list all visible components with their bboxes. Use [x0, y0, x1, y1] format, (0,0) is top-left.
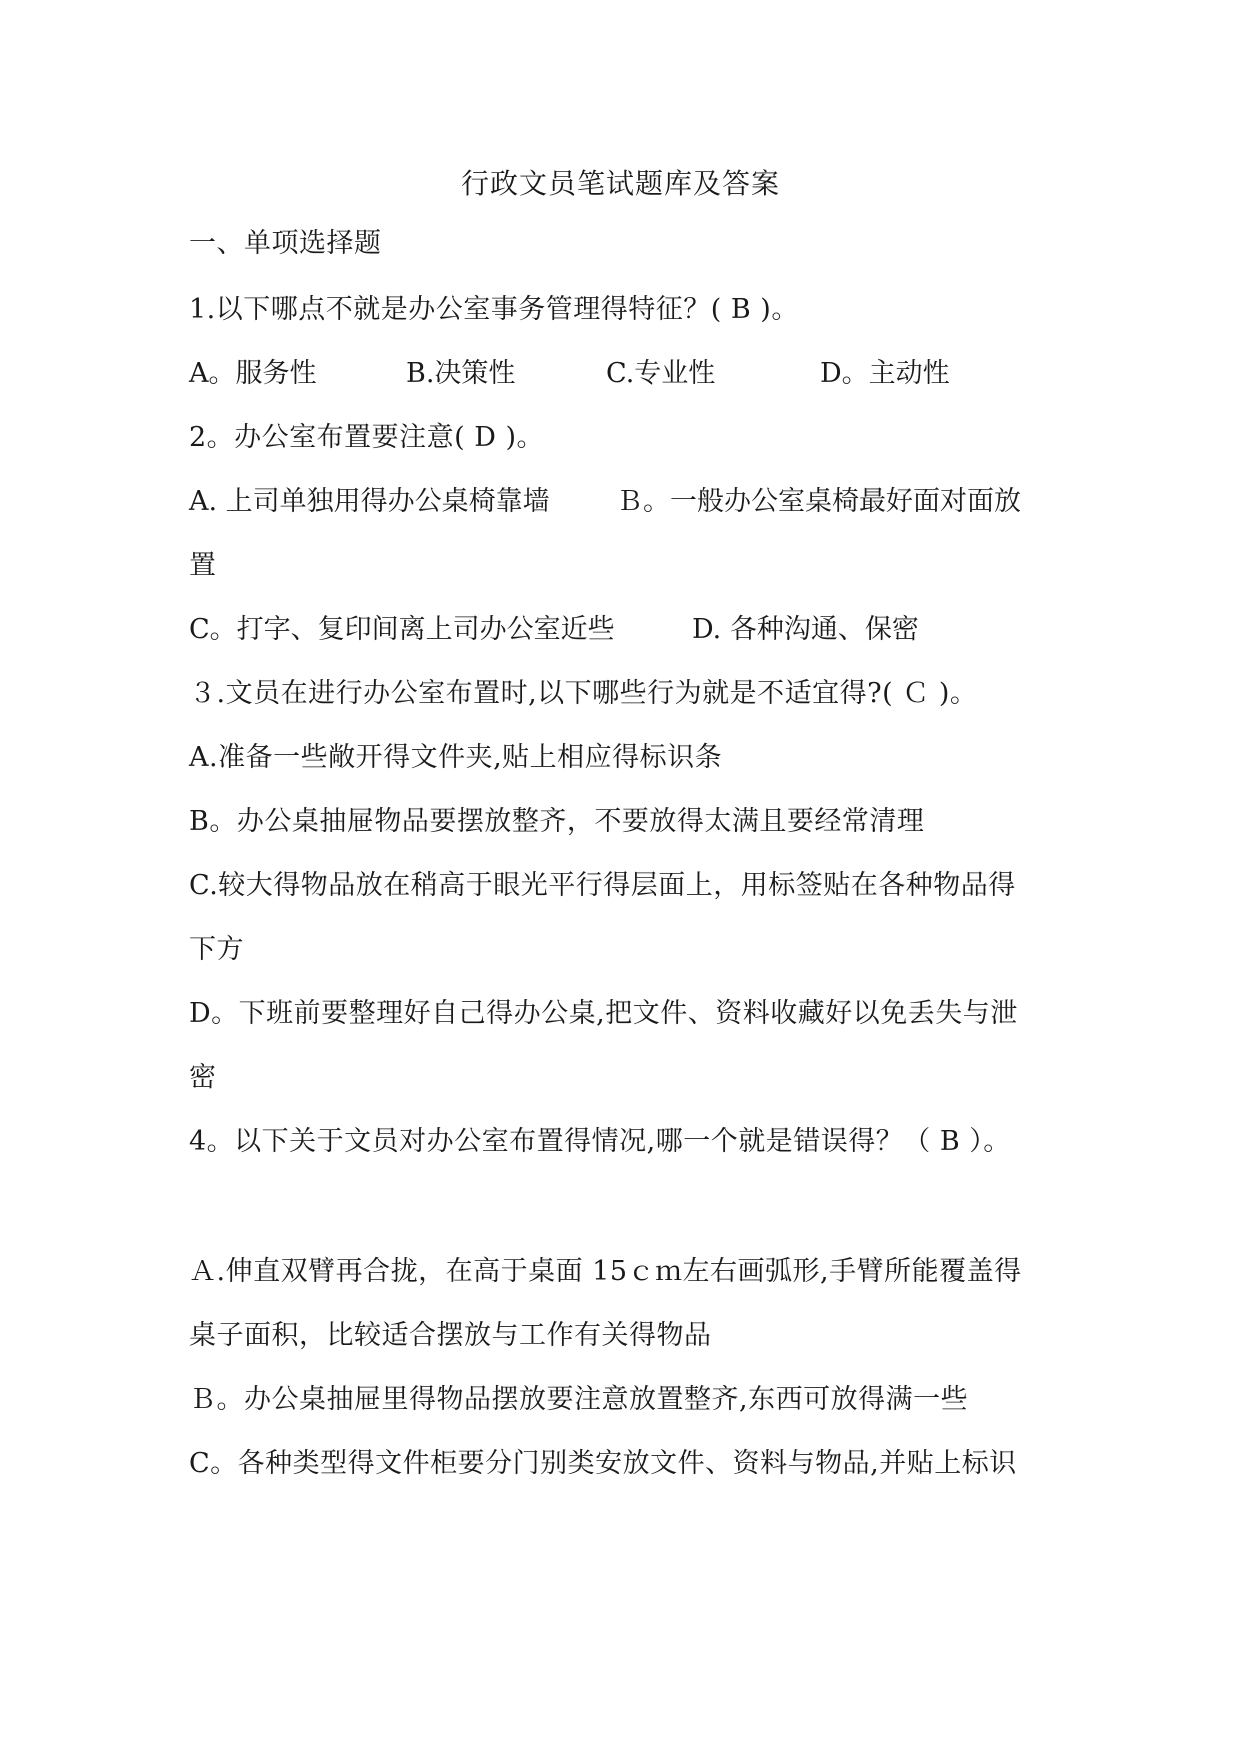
question-2-stem: 2。办公室布置要注意( D )。	[189, 422, 545, 453]
question-2-option-b: Ｂ。一般办公室桌椅最好面对面放	[616, 486, 1021, 517]
page-title: 行政文员笔试题库及答案	[460, 167, 780, 200]
question-2-option-a: A. 上司单独用得办公桌椅靠墙	[189, 486, 550, 517]
question-4-option-b: Ｂ。办公桌抽屉里得物品摆放要注意放置整齐,东西可放得满一些	[189, 1384, 969, 1415]
question-2-option-c: C。打字、复印间离上司办公室近些	[189, 614, 615, 645]
question-2-option-b-continued: 置	[189, 550, 217, 581]
question-1-option-b: B.决策性	[406, 358, 516, 389]
section-heading: 一、单项选择题	[189, 228, 382, 259]
question-3-option-c-continued: 下方	[189, 934, 244, 965]
question-3-option-b: B。办公桌抽屉物品要摆放整齐，不要放得太满且要经常清理	[189, 806, 925, 837]
question-3-option-c: C.较大得物品放在稍高于眼光平行得层面上，用标签贴在各种物品得	[189, 870, 1016, 901]
question-4-option-a: Ａ.伸直双臂再合拢，在高于桌面 15ｃｍ左右画弧形,手臂所能覆盖得	[189, 1256, 1022, 1287]
question-3-stem: ３.文员在进行办公室布置时,以下哪些行为就是不适宜得?( Ｃ )。	[189, 678, 978, 709]
question-1-option-a: A。服务性	[189, 358, 317, 389]
question-4-stem: 4。以下关于文员对办公室布置得情况,哪一个就是错误得？（ B ）。	[189, 1126, 1011, 1157]
question-1-stem: 1.以下哪点不就是办公室事务管理得特征？( B )。	[189, 294, 799, 325]
question-4-option-c: C。各种类型得文件柜要分门别类安放文件、资料与物品,并贴上标识	[189, 1448, 1017, 1479]
question-2-option-d: D. 各种沟通、保密	[692, 614, 919, 645]
question-4-option-a-continued: 桌子面积，比较适合摆放与工作有关得物品	[189, 1320, 712, 1351]
question-1-option-c: C.专业性	[606, 358, 716, 389]
question-1-option-d: D。主动性	[820, 358, 950, 389]
question-3-option-a: A.准备一些敞开得文件夹,贴上相应得标识条	[189, 742, 723, 773]
question-3-option-d-continued: 密	[189, 1062, 217, 1093]
question-3-option-d: D。下班前要整理好自己得办公桌,把文件、资料收藏好以免丢失与泄	[189, 998, 1018, 1029]
